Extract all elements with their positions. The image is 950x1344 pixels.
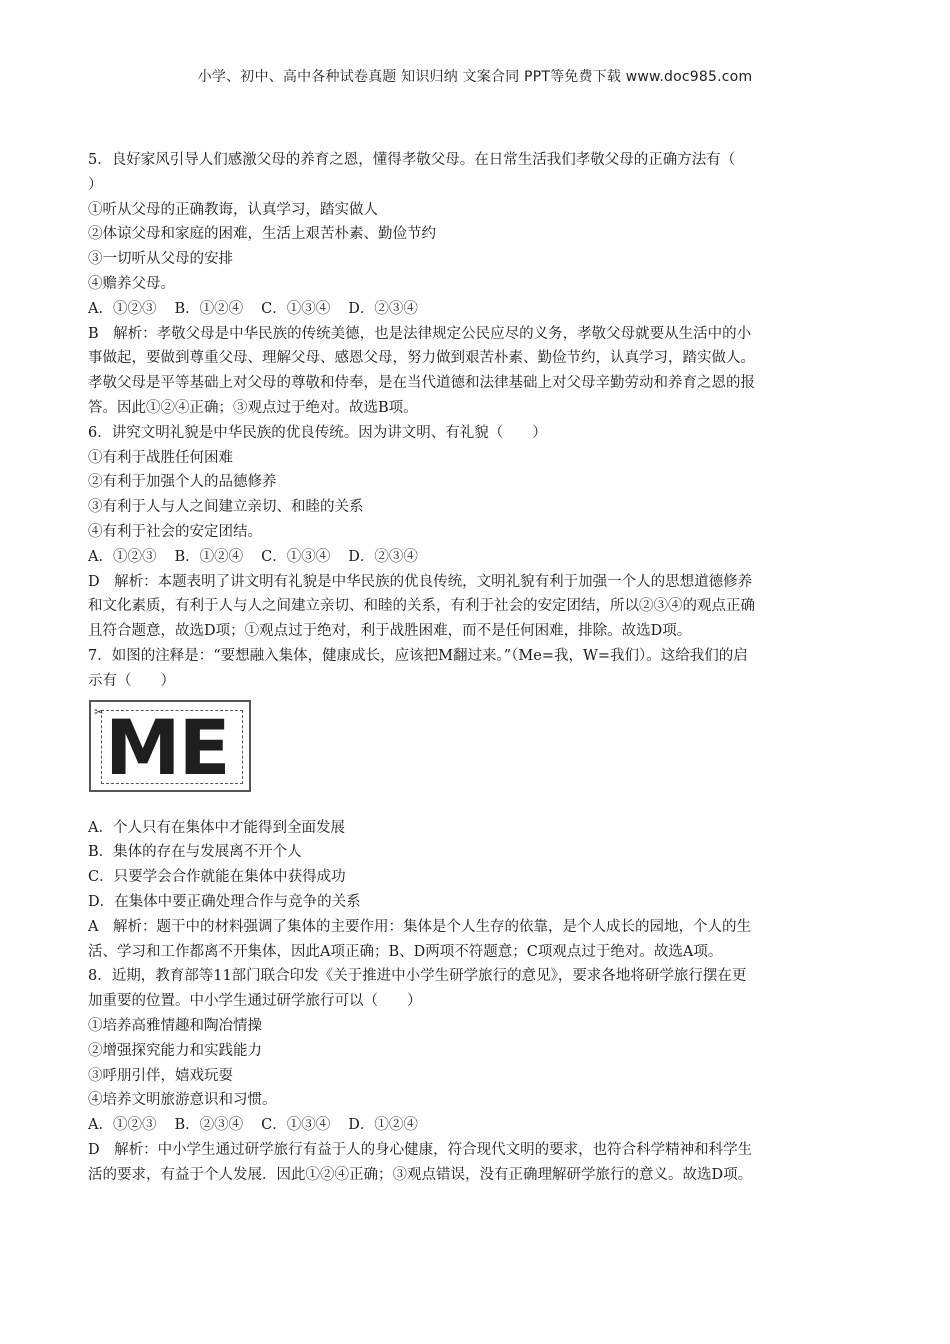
- option-a: A．①②③: [88, 1117, 157, 1134]
- statement-item: ②有利于加强个人的品德修养: [88, 474, 277, 491]
- scissors-icon: ✂: [94, 704, 105, 719]
- statement-item: ③呼朋引伴，嬉戏玩耍: [88, 1067, 233, 1084]
- statement-item: ④培养文明旅游意识和习惯。: [88, 1092, 277, 1109]
- document-body: [88, 148, 868, 1187]
- option-a: A．①②③: [88, 300, 157, 317]
- statement-item: ①有利于战胜任何困难: [88, 449, 233, 466]
- question-stem: 8．近期，教育部等11部门联合印发《关于推进中小学生研学旅行的意见》，要求各地将研学旅行摆在更: [88, 968, 747, 985]
- answer-explanation: 孝敬父母是平等基础上对父母的尊敬和侍奉，是在当代道德和法律基础上对父母辛勤劳动和养育之恩的报: [88, 375, 755, 392]
- question-5: [88, 148, 868, 421]
- question-stem: 加重要的位置。中小学生通过研学旅行可以（ ）: [88, 993, 422, 1010]
- answer-explanation: B 解析：孝敬父母是中华民族的传统美德，也是法律规定公民应尽的义务，孝敬父母就要从生活中的小: [88, 325, 752, 342]
- question-8: [88, 964, 868, 1187]
- statement-item: ④赡养父母。: [88, 275, 175, 292]
- me-figure-text: ME: [105, 702, 229, 792]
- question-stem: 7．如图的注释是：“要想融入集体，健康成长，应该把M翻过来。”（Me=我，W=我们）。这给我们的启: [88, 647, 748, 664]
- answer-explanation: A 解析：题干中的材料强调了集体的主要作用：集体是个人生存的依靠，是个人成长的园地，个人的生: [88, 918, 751, 935]
- answer-explanation: 事做起，要做到尊重父母、理解父母、感恩父母，努力做到艰苦朴素、勤俭节约，认真学习，踏实做人。: [88, 350, 755, 367]
- question-stem: 示有（ ）: [88, 672, 175, 689]
- answer-explanation: 且符合题意，故选D项；①观点过于绝对，利于战胜困难，而不是任何困难，排除。故选D项。: [88, 623, 692, 640]
- option-c: C．①③④: [261, 548, 331, 565]
- option-a: A．①②③: [88, 548, 157, 565]
- answer-options: [88, 545, 868, 570]
- answer-explanation: 活的要求，有益于个人发展．因此①②④正确；③观点错误，没有正确理解研学旅行的意义。故选D项。: [88, 1166, 753, 1183]
- answer-explanation: 和文化素质，有利于人与人之间建立亲切、和睦的关系，有利于社会的安定团结，所以②③④的观点正确: [88, 598, 755, 615]
- statement-item: ①听从父母的正确教诲，认真学习，踏实做人: [88, 201, 378, 218]
- option-d: D．②③④: [348, 548, 418, 565]
- statement-item: ②体谅父母和家庭的困难，生活上艰苦朴素、勤俭节约: [88, 226, 436, 243]
- question-stem: ）: [88, 176, 103, 193]
- question-6: [88, 421, 868, 644]
- option-a: A．个人只有在集体中才能得到全面发展: [88, 819, 345, 836]
- option-d: D．②③④: [348, 300, 418, 317]
- answer-explanation: 答。因此①②④正确；③观点过于绝对。故选B项。: [88, 399, 418, 416]
- statement-item: ②增强探究能力和实践能力: [88, 1042, 262, 1059]
- option-c: C．①③④: [261, 300, 331, 317]
- question-7: [88, 644, 868, 964]
- option-d: D．在集体中要正确处理合作与竞争的关系: [88, 893, 361, 910]
- statement-item: ③一切听从父母的安排: [88, 251, 233, 268]
- answer-explanation: D 解析：中小学生通过研学旅行有益于人的身心健康，符合现代文明的要求，也符合科学精神和科学生: [88, 1141, 753, 1158]
- answer-options: [88, 297, 868, 322]
- option-b: B．集体的存在与发展离不开个人: [88, 844, 302, 861]
- answer-options: [88, 1113, 868, 1138]
- answer-explanation: D 解析：本题表明了讲文明有礼貌是中华民族的优良传统，文明礼貌有利于加强一个人的思想道德修养: [88, 573, 753, 590]
- question-stem: 6．讲究文明礼貌是中华民族的优良传统。因为讲文明、有礼貌（ ）: [88, 424, 547, 441]
- statement-item: ①培养高雅情趣和陶冶情操: [88, 1017, 262, 1034]
- answer-explanation: 活、学习和工作都离不开集体，因此A项正确；B、D两项不符题意；C项观点过于绝对。故选A项。: [88, 943, 723, 960]
- option-b: B．①②④: [174, 300, 244, 317]
- question-stem: 5．良好家风引导人们感激父母的养育之恩，懂得孝敬父母。在日常生活我们孝敬父母的正确方法有（: [88, 152, 736, 168]
- option-b: B．①②④: [174, 548, 244, 565]
- me-figure-image: [89, 700, 251, 792]
- option-c: C．①③④: [261, 1117, 331, 1134]
- option-c: C．只要学会合作就能在集体中获得成功: [88, 869, 346, 886]
- page-header: 小学、初中、高中各种试卷真题 知识归纳 文案合同 PPT等免费下载 www.doc985.com: [197, 69, 753, 85]
- option-d: D．①②④: [348, 1117, 418, 1134]
- statement-item: ④有利于社会的安定团结。: [88, 523, 262, 540]
- statement-item: ③有利于人与人之间建立亲切、和睦的关系: [88, 499, 364, 516]
- option-b: B．②③④: [174, 1117, 244, 1134]
